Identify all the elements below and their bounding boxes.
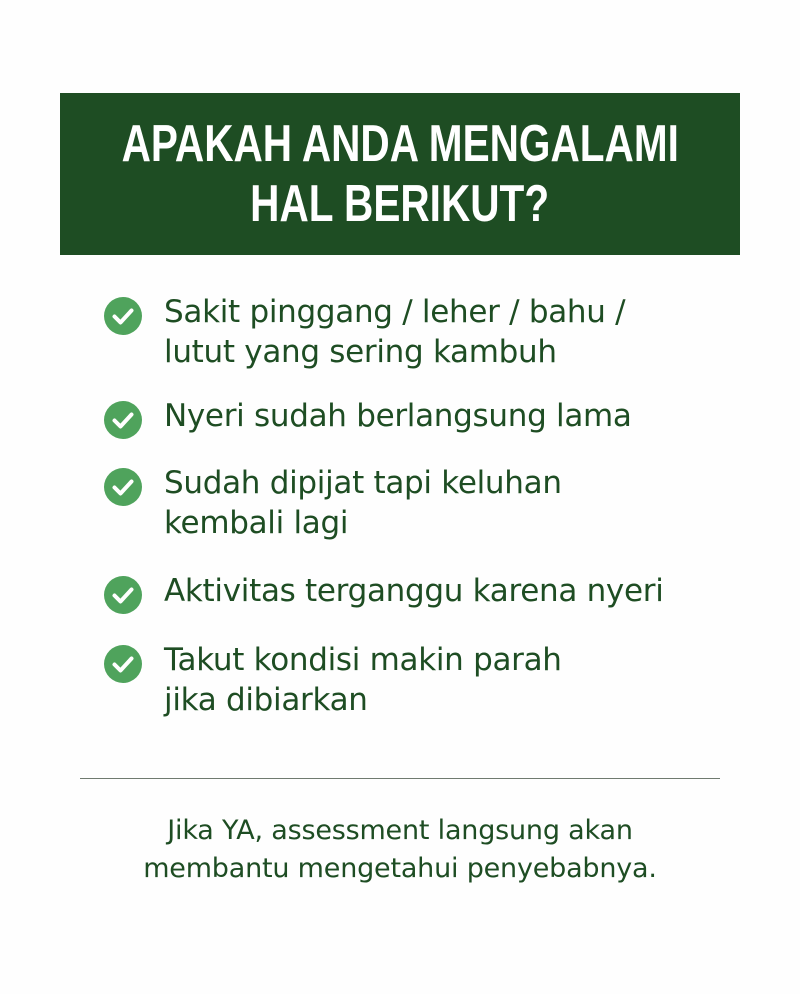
checklist-item <box>104 292 744 372</box>
checklist-item-text <box>164 396 632 436</box>
checklist-item-line: Sudah dipijat tapi keluhan <box>164 465 562 501</box>
checklist-item-text <box>164 571 664 611</box>
checklist-item-line: Sakit pinggang / leher / bahu / <box>164 294 626 330</box>
checklist-item <box>104 571 744 614</box>
check-circle-icon <box>104 576 142 614</box>
checklist-item-text <box>164 292 625 372</box>
check-circle-icon <box>104 297 142 335</box>
checklist-item-line: kembali lagi <box>164 505 349 541</box>
checklist-item-text <box>164 463 562 543</box>
checklist-item-text <box>164 640 562 720</box>
checklist-item <box>104 396 744 439</box>
check-circle-icon <box>104 645 142 683</box>
checklist-item-line: Aktivitas terganggu karena nyeri <box>164 573 664 609</box>
header-title-line-1: APAKAH ANDA MENGALAMI <box>121 115 679 173</box>
header-title-line-2: HAL BERIKUT? <box>250 175 550 233</box>
checklist-item-line: jika dibiarkan <box>164 682 368 718</box>
footer-note-line-1: Jika YA, assessment langsung akan <box>167 815 633 846</box>
checklist-item-line: Takut kondisi makin parah <box>164 642 562 678</box>
checklist-item-line: lutut yang sering kambuh <box>164 334 557 370</box>
checklist-item-line: Nyeri sudah berlangsung lama <box>164 398 632 434</box>
check-circle-icon <box>104 468 142 506</box>
header-banner <box>60 93 740 255</box>
checklist-item <box>104 640 744 720</box>
checklist-item <box>104 463 744 543</box>
checklist <box>104 292 744 720</box>
footer-note <box>60 812 740 888</box>
check-circle-icon <box>104 401 142 439</box>
footer-note-line-2: membantu mengetahui penyebabnya. <box>143 853 657 884</box>
divider <box>80 778 720 779</box>
